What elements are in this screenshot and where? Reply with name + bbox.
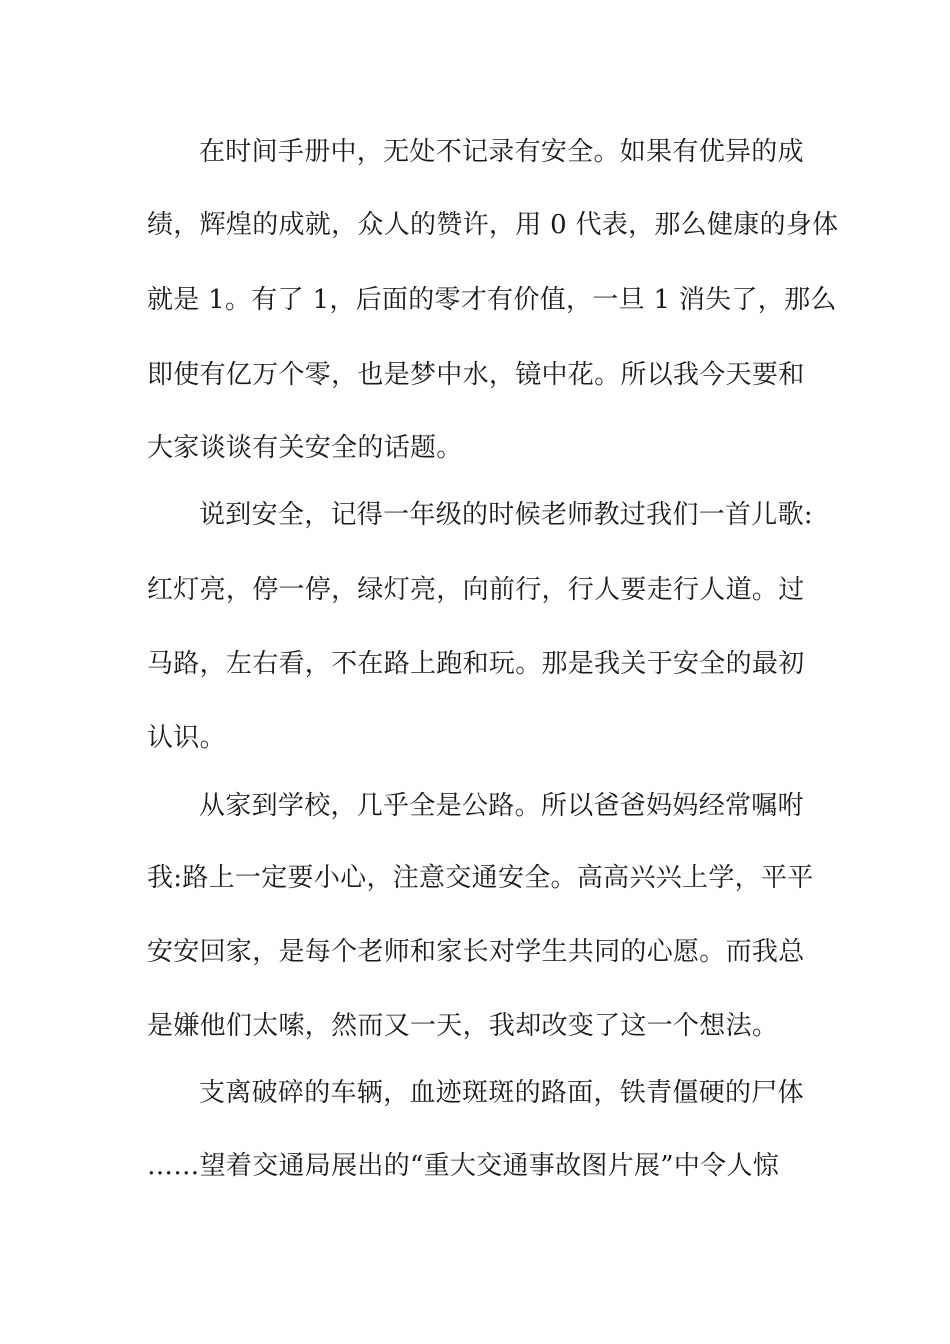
paragraph-2-line-3: 马路，左右看，不在路上跑和玩。那是我关于安全的最初	[147, 649, 805, 679]
paragraph-4-line-1: 支离破碎的车辆，血迹斑斑的路面，铁青僵硬的尸体	[199, 1078, 804, 1108]
paragraph-3-line-4: 是嫌他们太嗦，然而又一天，我却改变了这一个想法。	[147, 1011, 779, 1041]
paragraph-3-line-2: 我:路上一定要小心，注意交通安全。高高兴兴上学，平平	[147, 863, 814, 893]
paragraph-4-line-2: ……望着交通局展出的“重大交通事故图片展”中令人惊	[147, 1151, 780, 1181]
paragraph-2-line-2: 红灯亮，停一停，绿灯亮，向前行，行人要走行人道。过	[147, 575, 805, 605]
paragraph-1-line-1: 在时间手册中，无处不记录有安全。如果有优异的成	[199, 137, 804, 167]
paragraph-1-line-4: 即使有亿万个零，也是梦中水，镜中花。所以我今天要和	[147, 360, 805, 390]
paragraph-1-line-5: 大家谈谈有关安全的话题。	[147, 433, 463, 463]
paragraph-3-line-3: 安安回家，是每个老师和家长对学生共同的心愿。而我总	[147, 937, 805, 967]
paragraph-3-line-1: 从家到学校，几乎全是公路。所以爸爸妈妈经常嘱咐	[199, 791, 804, 821]
paragraph-2-line-4: 认识。	[147, 723, 226, 753]
paragraph-1-line-2: 绩，辉煌的成就，众人的赞许，用 0 代表，那么健康的身体	[147, 210, 839, 240]
paragraph-2-line-1: 说到安全，记得一年级的时候老师教过我们一首儿歌:	[199, 500, 813, 530]
paragraph-1-line-3: 就是 1。有了 1，后面的零才有价值，一旦 1 消失了，那么	[147, 285, 837, 315]
